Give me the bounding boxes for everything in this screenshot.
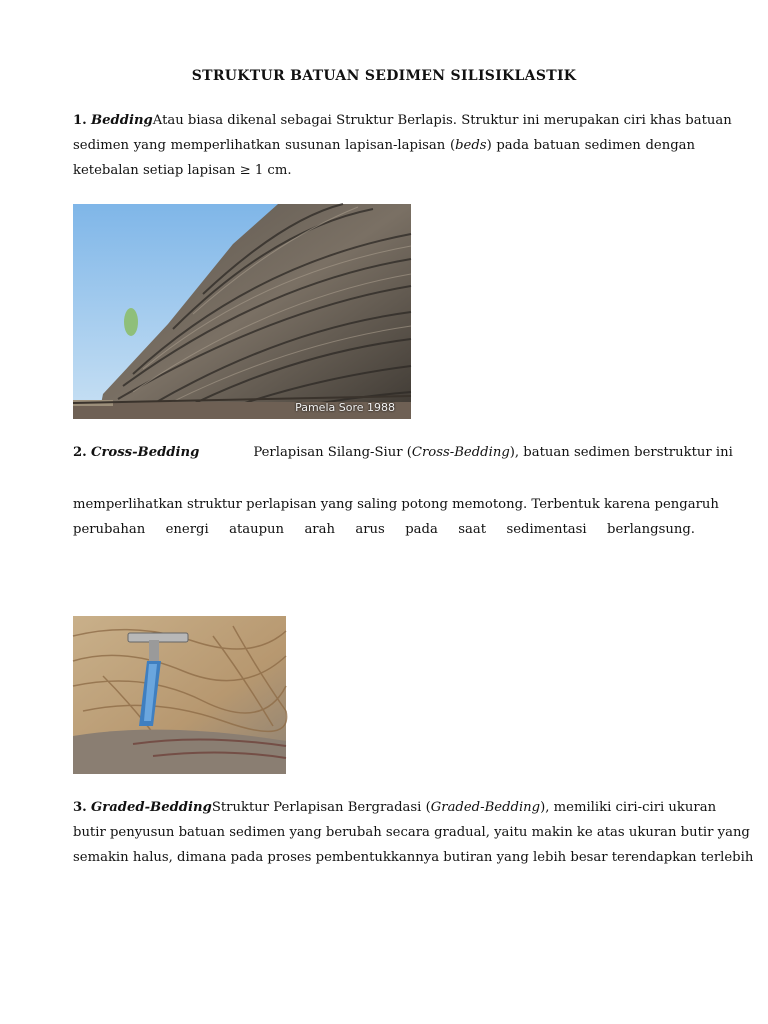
document-title: STRUKTUR BATUAN SEDIMEN SILISIKLASTIK [191,68,577,84]
section-number: 2. [73,445,87,460]
section-text-emphasis: Graded-Bedding [430,800,541,815]
section-text: perubahan energi ataupun arah arus pada saat sedimentasi berlangsung. [73,522,695,537]
section-text: memperlihatkan struktur perlapisan yang saling potong memotong. Terbentuk karena pengaruh [73,497,719,512]
section-text: Perlapisan Silang-Siur ( [253,445,412,460]
section-text: Atau biasa dikenal sebagai Struktur Berlapis. Struktur ini merupakan ciri khas batuan [152,113,732,128]
section-number: 3. [73,800,87,815]
section-number: 1. [73,113,87,128]
section-text: butir penyusun batuan sedimen yang berubah secara gradual, yaitu makin ke atas ukuran butir yang [73,825,750,840]
section-text: ketebalan setiap lapisan ≥ 1 cm. [73,163,292,178]
section-graded-bedding [73,795,754,870]
section-term: Bedding [90,113,153,128]
section-text: sedimen yang memperlihatkan susunan lapisan-lapisan ( [73,138,456,153]
cross-bedding-photo [73,616,286,774]
section-text: ), batuan sedimen berstruktur ini [509,445,733,460]
section-term: Graded-Bedding [90,800,212,815]
section-text: semakin halus, dimana pada proses pembentukkannya butiran yang lebih besar terendapkan terlebih [73,850,754,865]
bedding-photo [73,204,411,419]
bedding-photo-image [73,204,411,419]
section-text: ) pada batuan sedimen dengan [486,138,695,153]
section-cross-bedding-body [73,492,719,542]
section-bedding [73,108,732,183]
section-text: ), memiliki ciri-ciri ukuran [540,800,717,815]
section-text-emphasis: Cross-Bedding [411,445,510,460]
section-text-emphasis: beds [455,138,487,153]
section-term: Cross-Bedding [90,445,200,460]
cross-bedding-photo-image [73,616,286,774]
section-cross-bedding [73,440,733,465]
section-text: Struktur Perlapisan Bergradasi ( [211,800,431,815]
photo-credit: Pamela Sore 1988 [295,401,395,414]
